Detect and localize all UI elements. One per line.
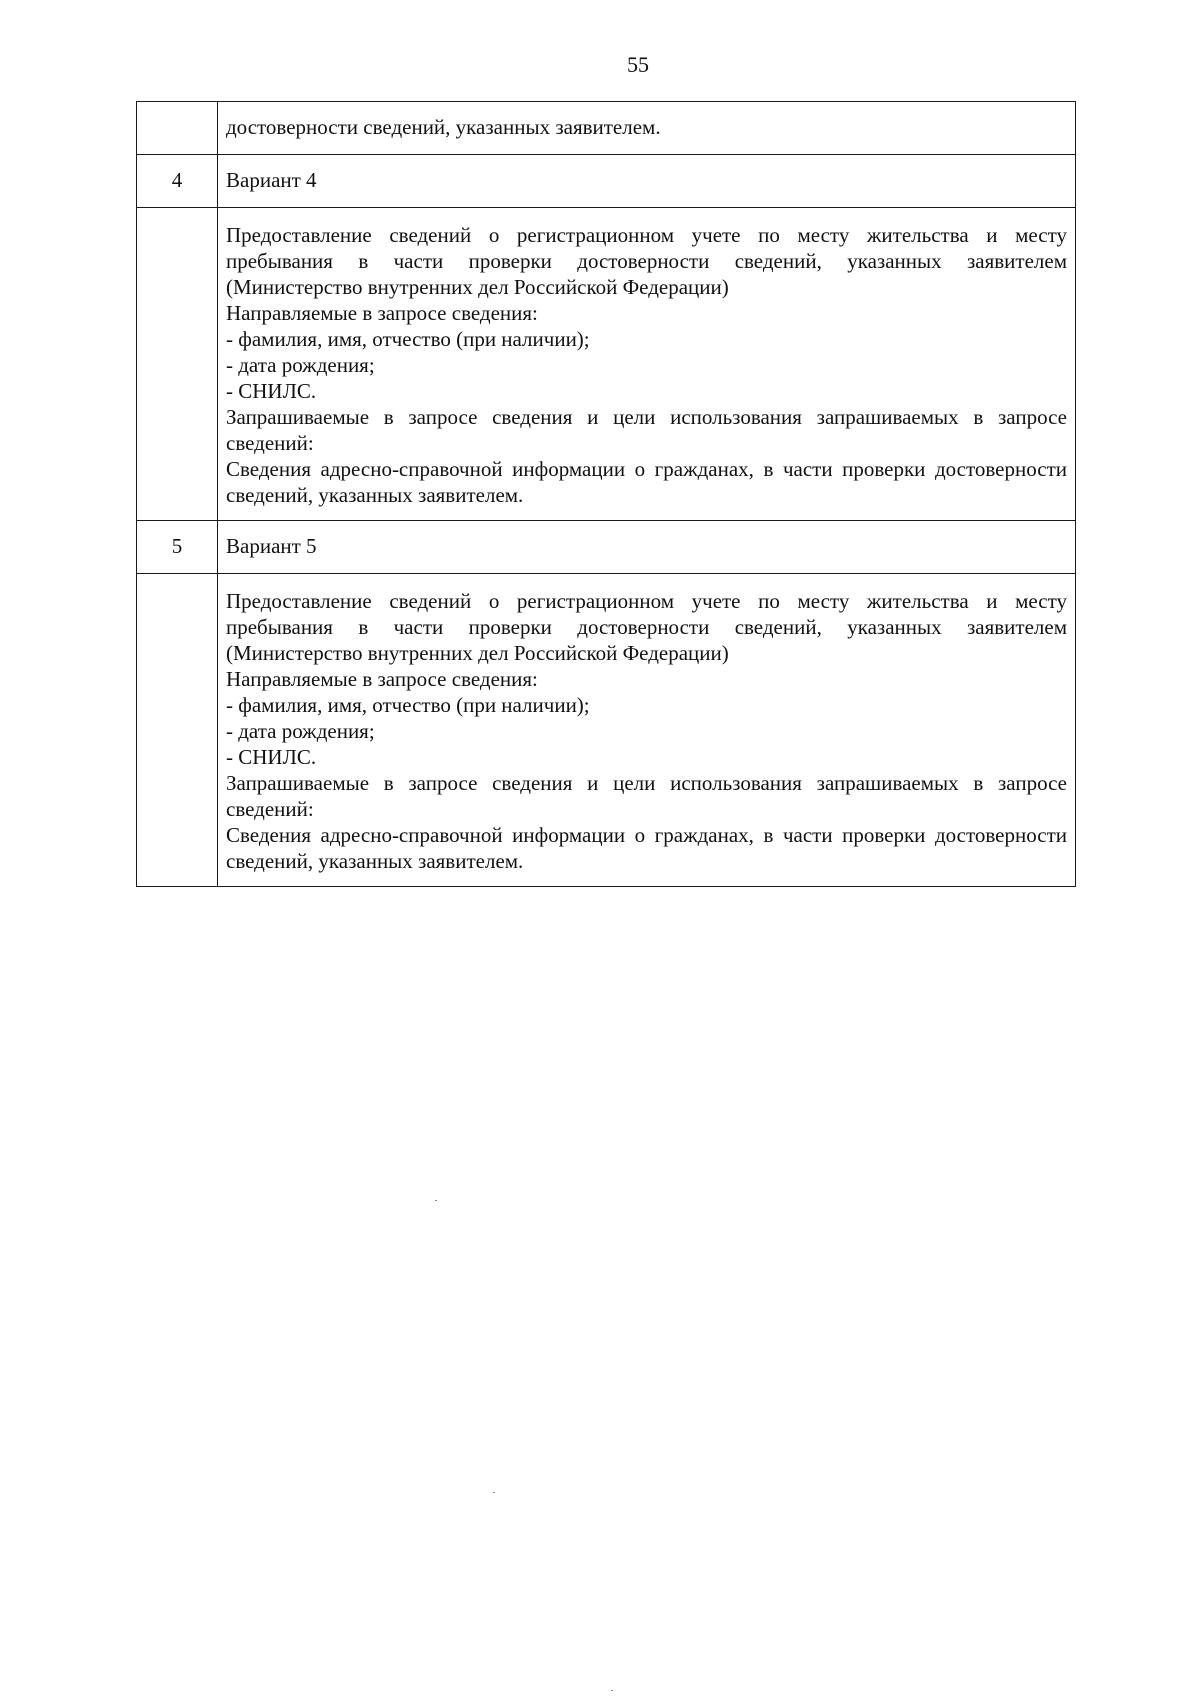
variant-title: Вариант 4 <box>218 155 1076 208</box>
service-description: Предоставление сведений о регистрационном учете по месту жительства и месту пребывания в части проверки достоверности сведений, указанных заявителем (Министерство внутренних дел Российской Федерации) <box>226 589 1067 665</box>
list-item: - фамилия, имя, отчество (при наличии); <box>226 327 590 351</box>
list-item: - СНИЛС. <box>226 379 317 403</box>
scan-speck <box>611 1690 613 1691</box>
list-item: - дата рождения; <box>226 719 375 743</box>
requested-data-heading: Запрашиваемые в запросе сведения и цели использования запрашиваемых в запросе сведений: <box>226 405 1067 455</box>
continuation-text: достоверности сведений, указанных заявителем. <box>218 102 1076 155</box>
row-number-cell <box>137 102 218 155</box>
variant-body <box>218 574 1076 887</box>
table-row <box>137 574 1076 887</box>
sent-data-heading: Направляемые в запросе сведения: <box>226 301 538 325</box>
table-row <box>137 208 1076 521</box>
list-item: - фамилия, имя, отчество (при наличии); <box>226 693 590 717</box>
sent-data-heading: Направляемые в запросе сведения: <box>226 667 538 691</box>
table-row <box>137 155 1076 208</box>
variant-title: Вариант 5 <box>218 521 1076 574</box>
requested-data-text: Сведения адресно-справочной информации о гражданах, в части проверки достоверности сведений, указанных заявителем. <box>226 823 1067 873</box>
requested-data-text: Сведения адресно-справочной информации о гражданах, в части проверки достоверности сведений, указанных заявителем. <box>226 457 1067 507</box>
table-row <box>137 521 1076 574</box>
row-number-cell: 4 <box>137 155 218 208</box>
table-row <box>137 102 1076 155</box>
list-item: - дата рождения; <box>226 353 375 377</box>
row-number-cell <box>137 574 218 887</box>
row-number-cell: 5 <box>137 521 218 574</box>
list-item: - СНИЛС. <box>226 745 317 769</box>
page-number: 55 <box>627 52 649 77</box>
variants-table <box>136 101 1076 887</box>
scan-speck <box>435 1200 437 1201</box>
service-description: Предоставление сведений о регистрационном учете по месту жительства и месту пребывания в части проверки достоверности сведений, указанных заявителем (Министерство внутренних дел Российской Федерации) <box>226 223 1067 299</box>
requested-data-heading: Запрашиваемые в запросе сведения и цели использования запрашиваемых в запросе сведений: <box>226 771 1067 821</box>
row-number-cell <box>137 208 218 521</box>
scan-speck <box>493 1492 495 1493</box>
variant-body <box>218 208 1076 521</box>
